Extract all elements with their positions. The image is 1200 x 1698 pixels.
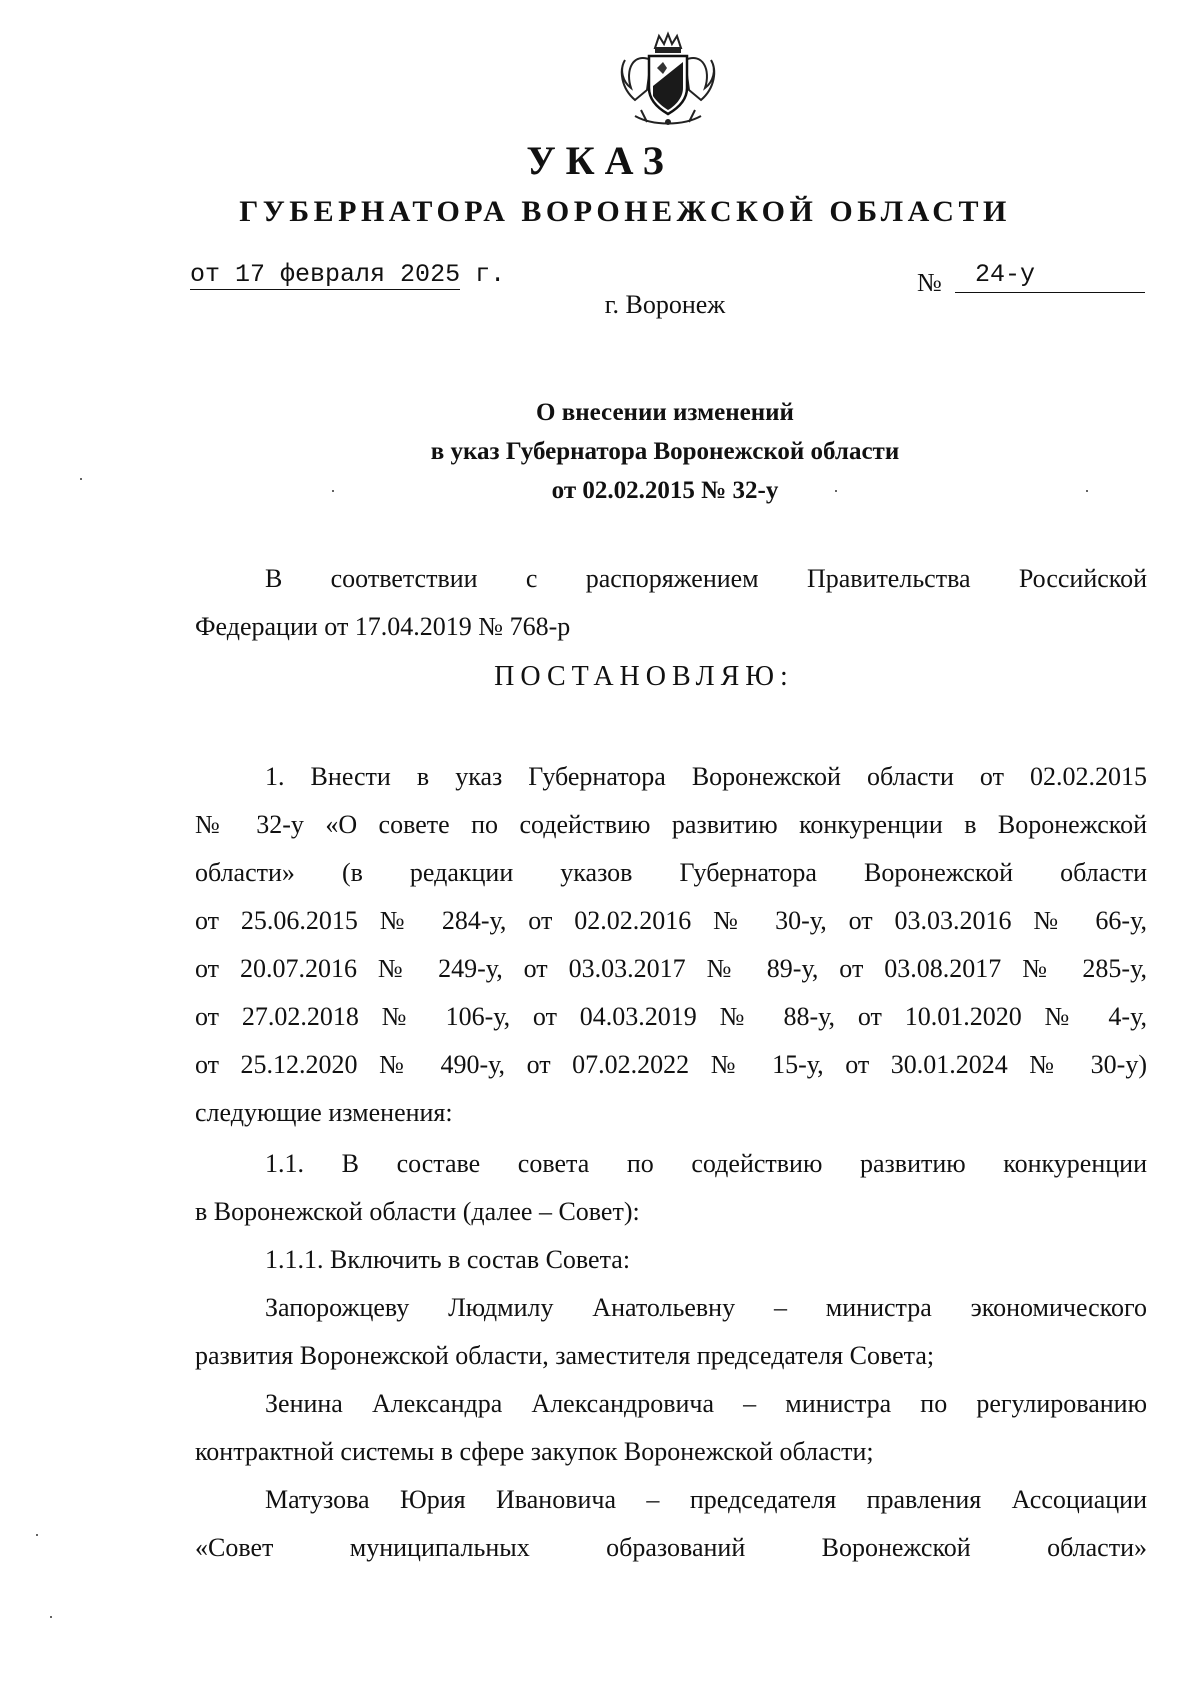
coat-of-arms-emblem [613,30,723,130]
preamble-line: В соответствии с распоряжением Правительства Российской [265,564,1147,593]
paragraph-line: от 27.02.2018 № 106-у, от 04.03.2019 № 88-у, от 10.01.2020 № 4-у, [195,1002,1147,1031]
paragraph-line: от 25.06.2015 № 284-у, от 02.02.2016 № 30-у, от 03.03.2016 № 66-у, [195,906,1147,935]
scan-speck [1086,490,1088,492]
paragraph-line: от 25.12.2020 № 490-у, от 07.02.2022 № 15-у, от 30.01.2024 № 30-у) [195,1050,1147,1079]
scan-speck [36,1534,38,1536]
title-line: в указ Губернатора Воронежской области [430,438,900,465]
paragraph-line: Зенина Александра Александровича – министра по регулированию [265,1389,1147,1418]
title-line: О внесении изменений [536,399,794,426]
number-sign: № [917,268,942,297]
paragraph-line: 1.1.1. Включить в состав Совета: [265,1245,631,1274]
voronezh-coat-of-arms-icon [613,30,723,130]
scan-speck [835,490,837,492]
paragraph-line: контрактной системы в сфере закупок Воронежской области; [195,1437,874,1466]
paragraph-line: Запорожцеву Людмилу Анатольевну – министра экономического [265,1293,1147,1322]
paragraph-line: «Совет муниципальных образований Воронежской области» [195,1533,1147,1562]
paragraph-line: 1. Внести в указ Губернатора Воронежской области от 02.02.2015 [265,762,1147,791]
paragraph-line: № 32-у «О совете по содействию развитию конкуренции в Воронежской [195,810,1147,839]
date-suffix: г. [475,260,506,289]
document-title [0,393,1200,510]
decree-word: ПОСТАНОВЛЯЮ: [494,661,794,692]
paragraph-line: 1.1. В составе совета по содействию развитию конкуренции [265,1149,1147,1178]
paragraph-1-1 [195,1140,1147,1236]
document-issuer: ГУБЕРНАТОРА ВОРОНЕЖСКОЙ ОБЛАСТИ [239,195,1011,228]
document-city: г. Воронеж [604,290,726,319]
paragraph-line: развития Воронежской области, заместителя председателя Совета; [195,1341,935,1370]
scan-speck [332,490,334,492]
paragraph-1-1-1 [195,1236,1147,1284]
scan-speck [80,478,82,480]
member-entry [195,1284,1147,1380]
member-entry [195,1476,1147,1572]
title-line: от 02.02.2015 № 32-у [551,477,779,504]
paragraph-line: в Воронежской области (далее – Совет): [195,1197,640,1226]
document-number: 24-у [955,258,1145,293]
document-type: УКАЗ [526,138,674,183]
document-date [190,258,505,292]
date-prefix: от [190,260,221,289]
paragraph-line: области» (в редакции указов Губернатора Воронежской области [195,858,1147,887]
paragraph-1 [195,753,1147,1137]
preamble [195,555,1147,651]
paragraph-line: Матузова Юрия Ивановича – председателя правления Ассоциации [265,1485,1147,1514]
paragraph-line: следующие изменения: [195,1098,453,1127]
scan-speck [50,1616,52,1618]
member-entry [195,1380,1147,1476]
paragraph-line: от 20.07.2016 № 249-у, от 03.03.2017 № 89-у, от 03.08.2017 № 285-у, [195,954,1147,983]
date-value: 17 февраля 2025 [235,260,461,289]
preamble-line: Федерации от 17.04.2019 № 768-р [195,612,571,641]
